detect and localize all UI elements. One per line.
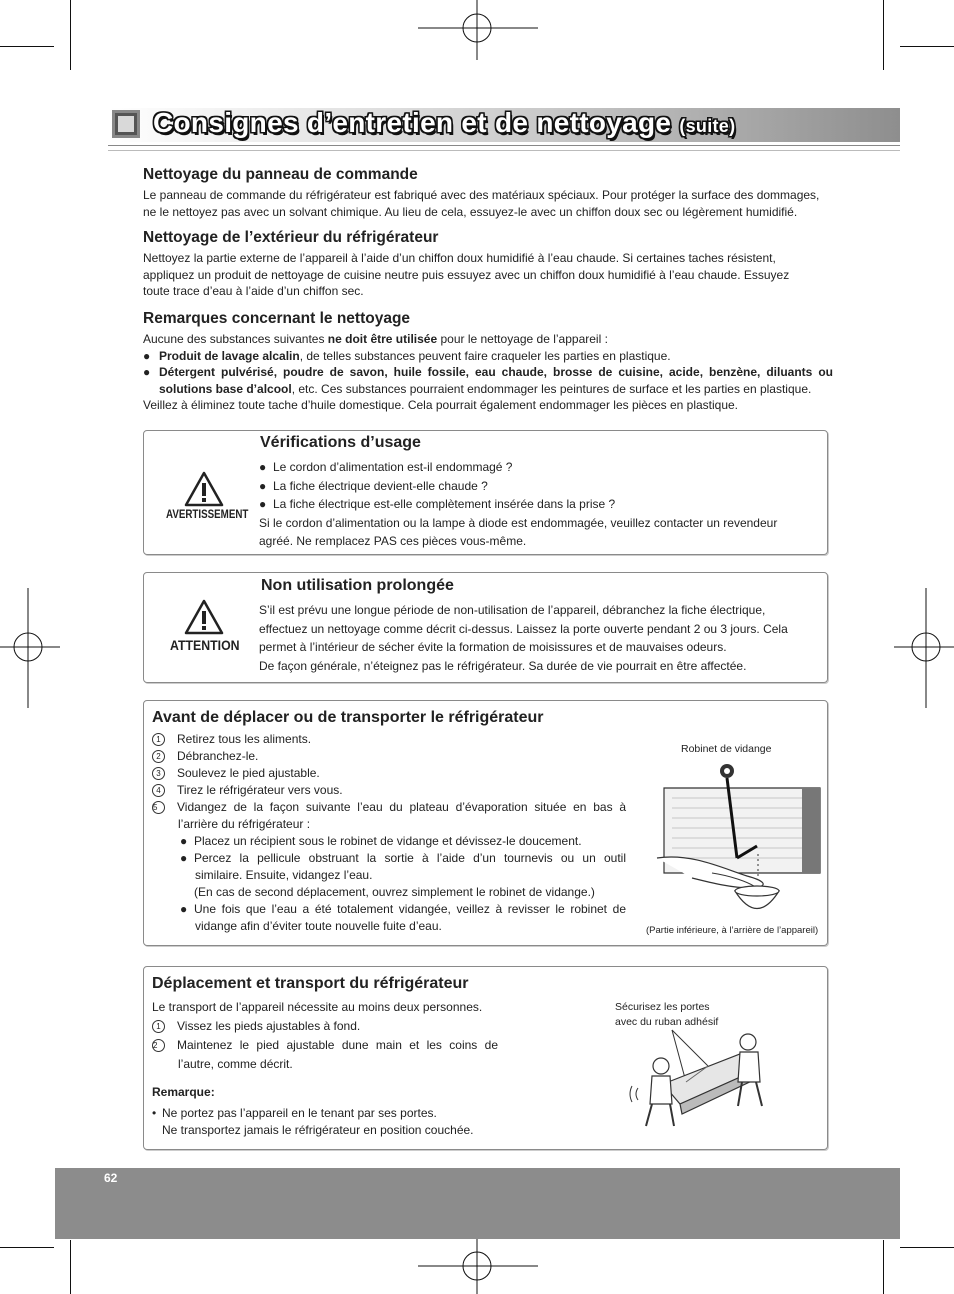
move-step-1: 1 Retirez tous les aliments. [152, 731, 626, 748]
transport-fig-label: Sécurisez les portes avec du ruban adhésif [615, 1001, 719, 1028]
page-title [153, 108, 735, 139]
move-step-4: 4 Tirez le réfrigérateur vers vous. [152, 782, 626, 799]
registration-target-bottom [418, 1234, 538, 1294]
drain-caption: (Partie inférieure, à l’arrière de l’appareil) [646, 925, 819, 936]
title-square-icon [112, 110, 140, 138]
attention-heading: Non utilisation prolongée [261, 577, 454, 594]
warning-label: AVERTISSEMENT [166, 509, 249, 521]
attention-text: S’il est prévu une longue période de non-utilisation de l’appareil, débranchez la fiche électrique, effectuez un nettoyage comme décrit ci-dessus. Laissez la porte ouverte pendant 2 ou 3 jours. Cela permet à l’intérieur de sécher évite la formation de moisissures et de mauvaises odeurs. De façon générale, n’éteignez pas le réfrigérateur. Sa durée de vie pourrait en être affectée. [259, 603, 788, 673]
heading-panneau: Nettoyage du panneau de commande [143, 166, 418, 183]
text-remarques: Aucune des substances suivantes ne doit être utilisée pour le nettoyage de l’appareil : ● Produit de lavage alcalin, de telles substances peuvent faire craqueler les parties en plastique. ● Détergent pulvérisé, poudre de savon, huile fossile, eau chaude, brosse de cuisine, acide, benzène, diluants ou solutions base d’alcool, etc. Ces substances pourraient endommager les peintures de surface et les parties en plastique. Veillez à éliminez toute tache d’huile domestique. Cela pourrait également endommager les pièces en plastique. [143, 332, 833, 413]
title-underline-2 [108, 150, 900, 151]
note-title: Remarque: [152, 1085, 215, 1099]
text-panneau: Le panneau de commande du réfrigérateur est fabriqué avec des matériaux spéciaux. Pour protéger la surface des dommages, ne le nettoyez pas avec un solvant chimique. Au lieu de cela, essuyez-le avec un chiffon doux sec ou légèrement humidifié. [143, 188, 820, 219]
attention-label: ATTENTION [170, 637, 240, 653]
transport-illustration [628, 1026, 778, 1134]
note-text: • Ne portez pas l’appareil en le tenant par ses portes. Ne transportez jamais le réfrigérateur en position couchée. [152, 1106, 474, 1137]
heading-exterieur: Nettoyage de l’extérieur du réfrigérateur [143, 229, 439, 246]
move-step-5: 5 Vidangez de la façon suivante l’eau du plateau d’évaporation située en bas à [153, 800, 626, 814]
title-main: Consignes d’entretien et de nettoyage [153, 108, 672, 138]
drain-illustration [652, 758, 824, 923]
registration-target-left [0, 588, 60, 708]
transport-step-1: 1 Vissez les pieds ajustables à fond. [152, 1017, 498, 1036]
footer-bar [55, 1168, 900, 1239]
drain-label: Robinet de vidange [681, 743, 772, 755]
title-suffix: (suite) [679, 116, 736, 136]
registration-target-right [894, 588, 954, 708]
transport-heading: Déplacement et transport du réfrigérateur [152, 975, 469, 992]
warning-triangle-icon [183, 470, 225, 508]
page-number: 62 [104, 1171, 118, 1185]
move-heading: Avant de déplacer ou de transporter le réfrigérateur [152, 709, 544, 726]
title-banner [108, 108, 900, 142]
title-underline [108, 145, 900, 146]
warning-heading: Vérifications d’usage [260, 434, 421, 451]
heading-remarques: Remarques concernant le nettoyage [143, 310, 411, 327]
caution-triangle-icon [183, 598, 225, 636]
move-step-2: 2 Débranchez-le. [152, 748, 626, 765]
text-exterieur: Nettoyez la partie externe de l’appareil à l’aide d’un chiffon doux humidifié à l’eau chaude. Si certaines taches résistent, appliquez un produit de nettoyage de cuisine neutre puis essuyez avec un chiffon doux humidifié à l’eau chaude. Essuyez toute trace d’eau à l’aide d’un chiffon sec. [143, 251, 790, 299]
move-steps: 1 Retirez tous les aliments. 2 Débranchez-le. 3 Soulevez le pied ajustable. 4 Tirez le réfrigérateur vers vous. 5 Vidangez de la façon suivante l’eau du plateau d’évaporation située en bas à l’arrière du réfrigérateur : ● Placez un récipient sous le robinet de vidange et dévissez-le doucement. ● Percez la pellicule obstruant la sortie à l’aide d’un tournevis ou un outil similaire. Ensuite, vidangez l’eau. (En cas de second déplacement, ouvrez simplement le robinet de vidange.) ● Une fois que l’eau a été totalement vidangée, veillez à revisser le robinet de vidange afin d’éviter toute nouvelle fuite d’eau. [153, 732, 626, 933]
transport-step-2: 2 Maintenez le pied ajustable dune main et les coins de [153, 1038, 498, 1052]
warning-text: ● Le cordon d’alimentation est-il endommagé ? ● La fiche électrique devient-elle chaude ? ● La fiche électrique est-elle complètement insérée dans la prise ? Si le cordon d’alimentation ou la lampe à diode est endommagée, veuillez contacter un revendeur agréé. Ne remplacez PAS ces pièces vous-même. [259, 460, 778, 548]
registration-target-top [418, 0, 538, 60]
move-step-3: 3 Soulevez le pied ajustable. [152, 765, 626, 782]
transport-steps: Le transport de l’appareil nécessite au moins deux personnes. 1 Vissez les pieds ajustables à fond. 2 Maintenez le pied ajustable dune main et les coins de l’autre, comme décrit. [152, 1000, 498, 1071]
